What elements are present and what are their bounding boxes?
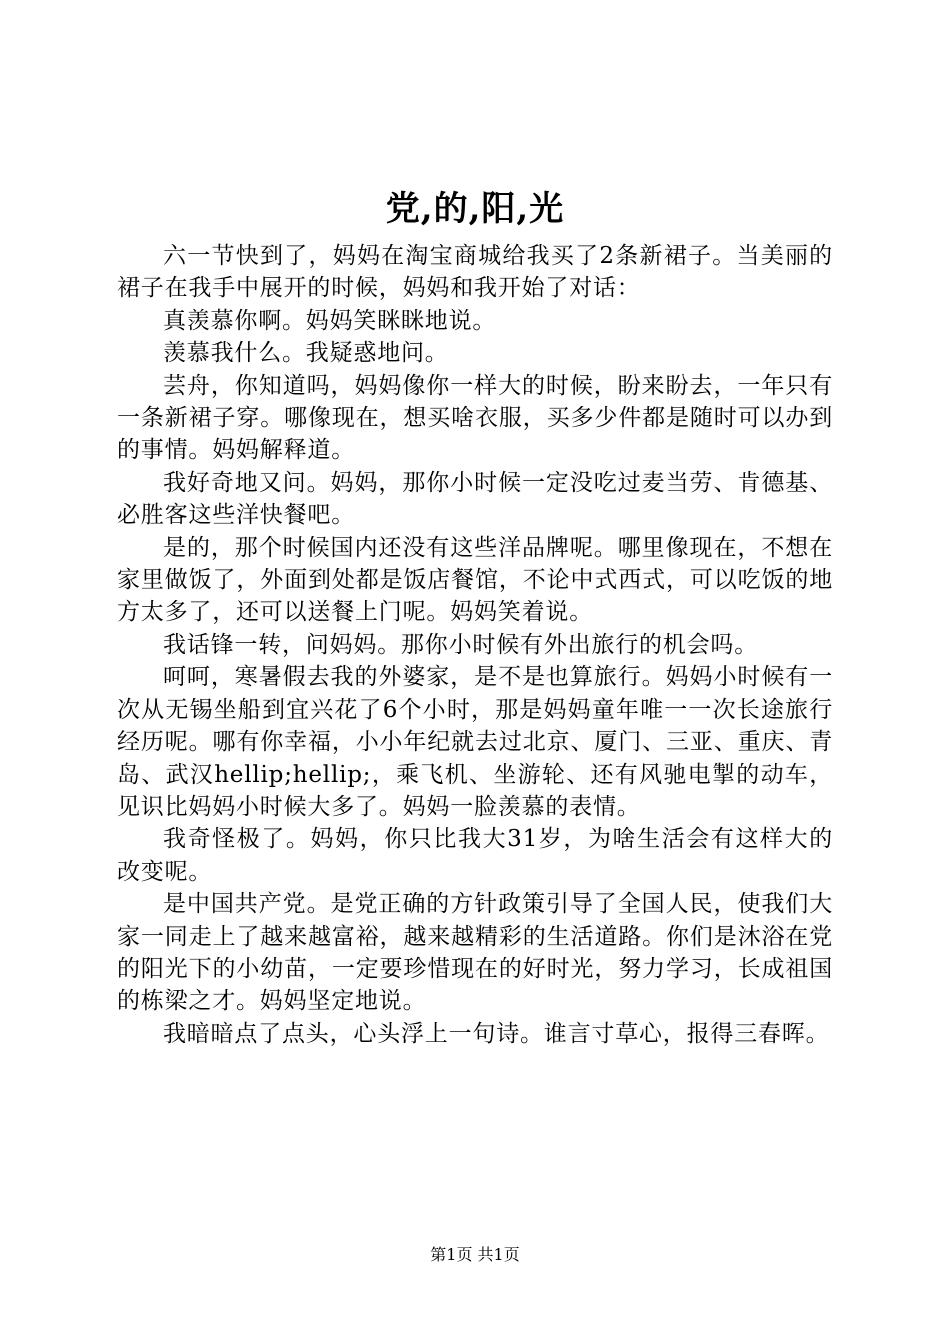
- document-title: 党,的,阳,光: [385, 189, 565, 229]
- page-number: 第1页 共1页: [430, 1245, 520, 1264]
- document-body: [117, 240, 833, 1050]
- paragraph: 是中国共产党。是党正确的方针政策引导了全国人民，使我们大家一同走上了越来越富裕，越来越精彩的生活道路。你们是沐浴在党的阳光下的小幼苗，一定要珍惜现在的好时光，努力学习，长成祖国的栋梁之才。妈妈坚定地说。: [117, 891, 833, 1015]
- paragraph: 我暗暗点了点头，心头浮上一句诗。谁言寸草心，报得三春晖。: [163, 1020, 830, 1047]
- paragraph: 我奇怪极了。妈妈，你只比我大31岁，为啥生活会有这样大的改变呢。: [117, 826, 833, 885]
- paragraph: 芸舟，你知道吗，妈妈像你一样大的时候，盼来盼去，一年只有一条新裙子穿。哪像现在，想买啥衣服，买多少件都是随时可以办到的事情。妈妈解释道。: [117, 372, 833, 464]
- paragraph: 真羡慕你啊。妈妈笑眯眯地说。: [163, 307, 497, 334]
- paragraph: 我好奇地又问。妈妈，那你小时候一定没吃过麦当劳、肯德基、必胜客这些洋快餐吧。: [117, 469, 833, 529]
- paragraph: 是的，那个时候国内还没有这些洋品牌呢。哪里像现在，不想在家里做饭了，外面到处都是饭店餐馆，不论中式西式，可以吃饭的地方太多了，还可以送餐上门呢。妈妈笑着说。: [117, 534, 833, 626]
- paragraph: 我话锋一转，问妈妈。那你小时候有外出旅行的机会吗。: [163, 631, 758, 658]
- paragraph: 呵呵，寒暑假去我的外婆家，是不是也算旅行。妈妈小时候有一次从无锡坐船到宜兴花了6个小时，那是妈妈童年唯一一次长途旅行经历呢。哪有你幸福，小小年纪就去过北京、厦门、三亚、重庆、青岛、武汉hellip;hellip;，乘飞机、坐游轮、还有风驰电掣的动车，见识比妈妈小时候大多了。妈妈一脸羡慕的表情。: [117, 664, 833, 820]
- paragraph: 六一节快到了，妈妈在淘宝商城给我买了2条新裙子。当美丽的裙子在我手中展开的时候，妈妈和我开始了对话：: [117, 243, 833, 302]
- paragraph: 羡慕我什么。我疑惑地问。: [163, 340, 449, 367]
